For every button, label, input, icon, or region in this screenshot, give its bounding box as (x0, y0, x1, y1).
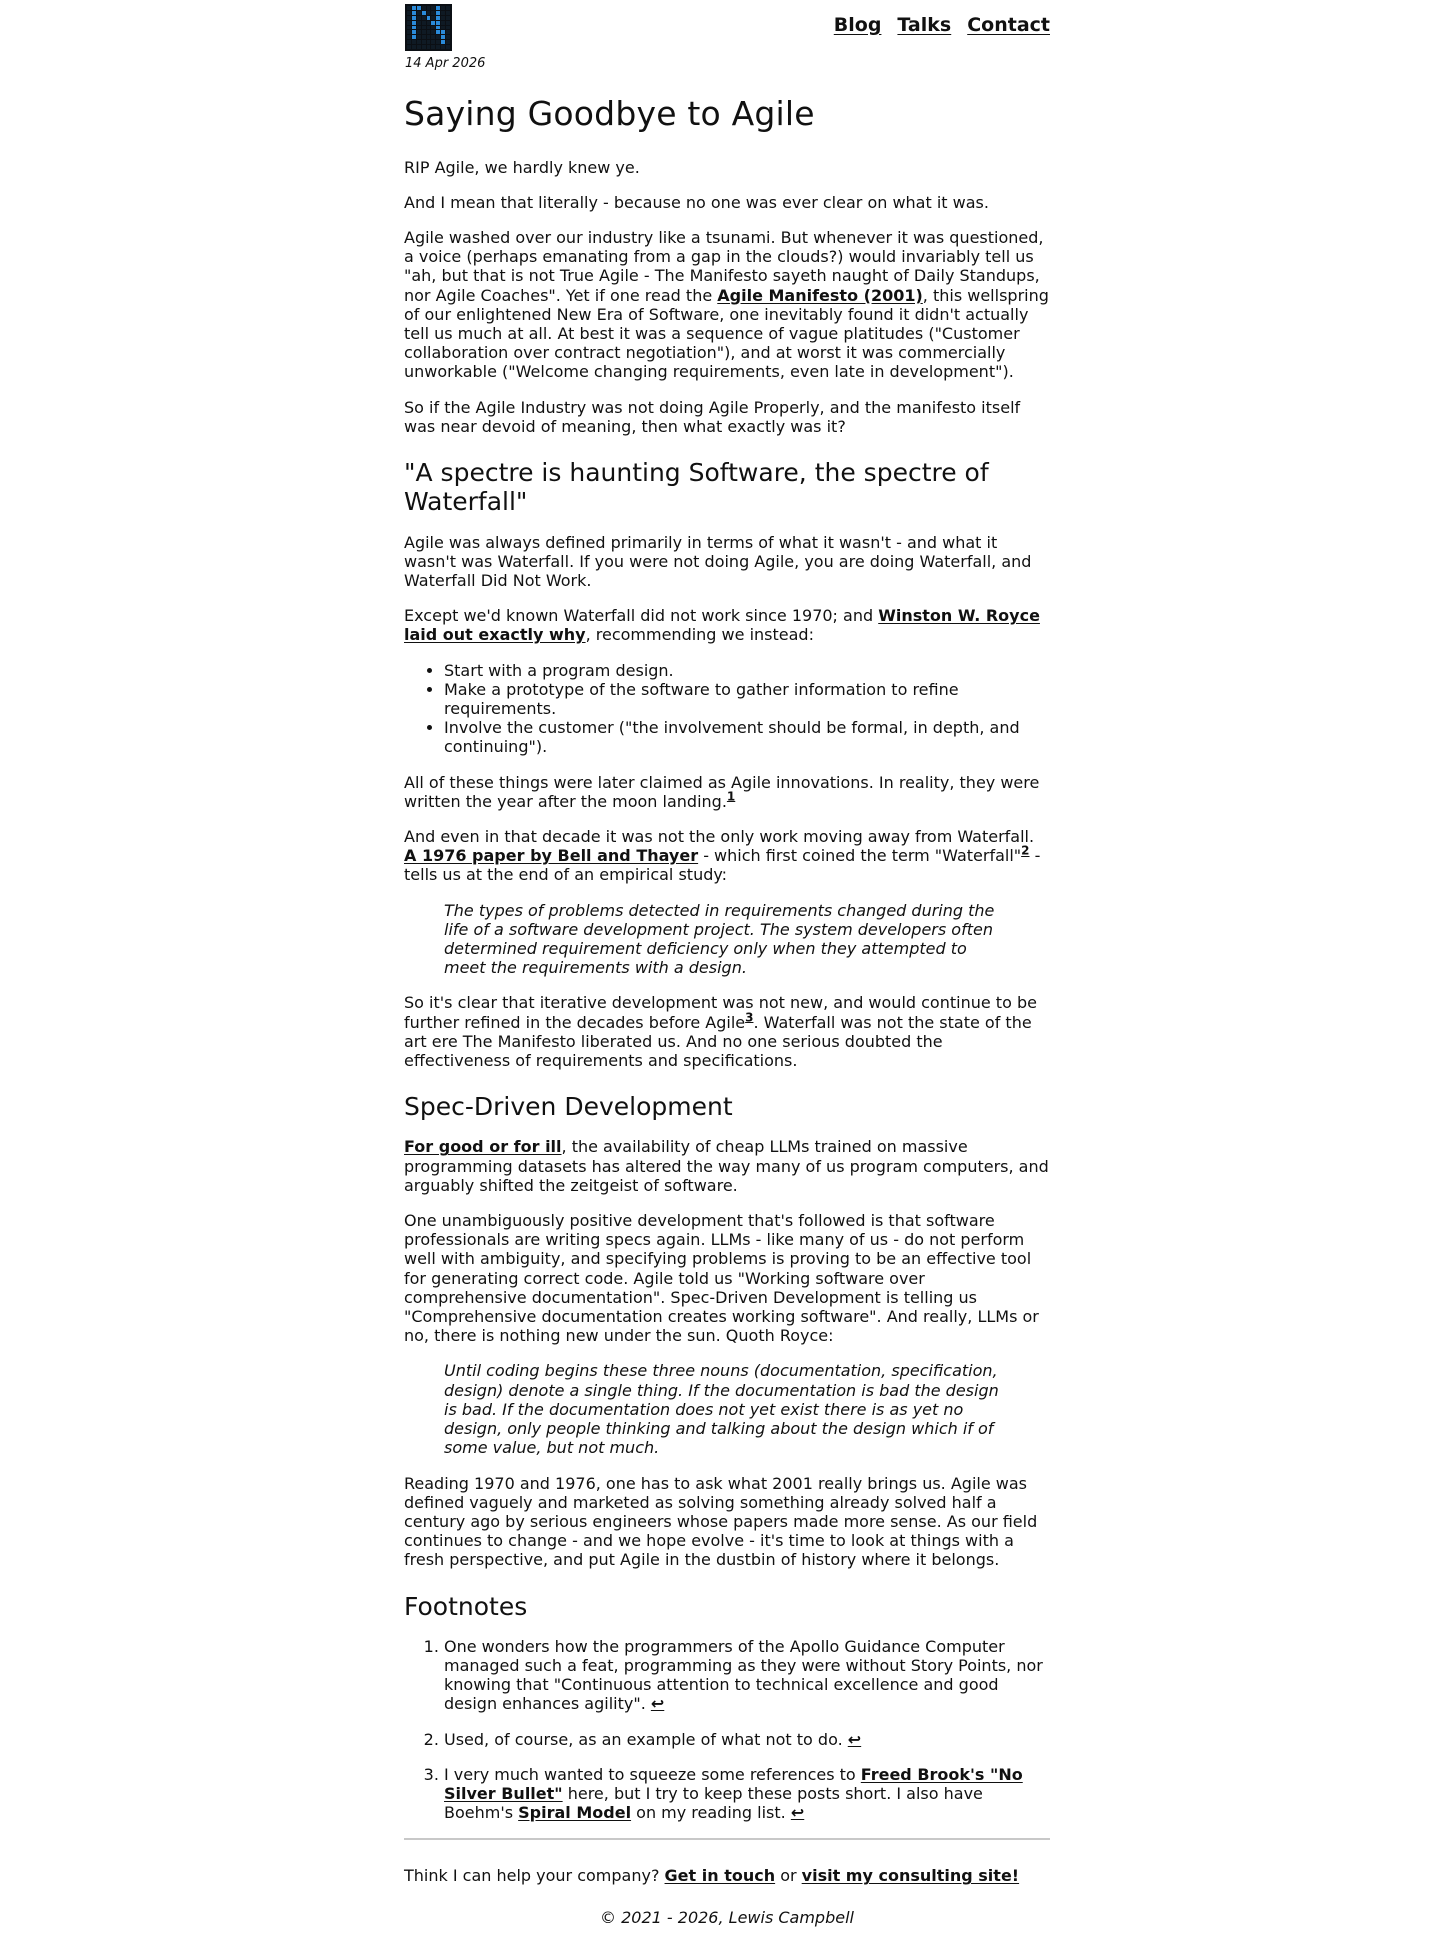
site-footer (404, 1866, 1050, 1926)
list-item: • Involve the customer ("the involvement should be formal, in depth, and continuing"). (444, 718, 1050, 756)
text: Think I can help your company? (404, 1866, 665, 1886)
paragraph: One unambiguously positive development that's followed is that software professionals are writing specs again. LLMs - like many of us - do not perform well with ambiguity, and specifying problems is proving to be an effective tool for generating correct code. Agile told us "Working software over comprehensive documentation". Spec-Driven Development is telling us "Comprehensive documentation creates working software". And really, LLMs or no, there is nothing new under the sun. Quoth Royce: (404, 1211, 1039, 1346)
consulting-site-link[interactable]: visit my consulting site! (801, 1866, 1020, 1886)
paragraph (404, 993, 1050, 1070)
site-header (404, 0, 1050, 71)
article (404, 94, 1050, 1822)
footer-divider (404, 1838, 1050, 1840)
paragraph: So if the Agile Industry was not doing Agile Properly, and the manifesto itself was near devoid of meaning, then what exactly was it? (404, 397, 1021, 436)
post-title: Saying Goodbye to Agile (404, 94, 815, 133)
site-logo[interactable] (405, 4, 452, 51)
quote-royce: Until coding begins these three nouns (documentation, specification, design) denote a single thing. If the documentation is bad the design is bad. If the documentation does not yet exist there is as yet no design, only people thinking and talking about the design which if of some value, but not much. (444, 1361, 999, 1458)
text: Used, of course, as an example of what not to do. (444, 1729, 848, 1749)
footnote-item (444, 1730, 1050, 1749)
paragraph: RIP Agile, we hardly knew ye. (404, 157, 640, 177)
text: , the availability of cheap LLMs trained on massive programming datasets has altered the way many of us program computers, and arguably shifted the zeitgeist of software. (404, 1137, 1049, 1195)
text: So it's clear that iterative development was not new, and would continue to be further refined in the decades before Agile (404, 993, 1037, 1032)
paragraph (404, 228, 1050, 382)
paragraph (404, 606, 1050, 644)
list-item: • Make a prototype of the software to gather information to refine requirements. (444, 680, 1050, 718)
paragraph: And I mean that literally - because no one was ever clear on what it was. (404, 192, 989, 212)
paragraph (404, 1137, 1050, 1195)
spiral-model-link[interactable]: Spiral Model (518, 1803, 632, 1823)
back-arrow-icon[interactable]: ↩ (650, 1694, 665, 1714)
paragraph: Reading 1970 and 1976, one has to ask what 2001 really brings us. Agile was defined vaguely and marketed as solving something already solved half a century ago by serious engineers whose papers made more sense. As our field continues to change - and we hope evolve - it's time to look at things with a fresh perspective, and put Agile in the dustbin of history where it belongs. (404, 1473, 1038, 1570)
footnote-ref-3[interactable]: 3 (745, 1010, 754, 1025)
list-item: • Start with a program design. (444, 661, 1050, 680)
section-heading-spectre: "A spectre is haunting Software, the spectre of Waterfall" (404, 458, 989, 517)
no-silver-bullet-link[interactable]: Freed Brook's "No Silver Bullet" (444, 1764, 1023, 1803)
text: All of these things were later claimed as Agile innovations. In reality, they were written the year after the moon landing. (404, 772, 1040, 811)
text: One wonders how the programmers of the Apollo Guidance Computer managed such a feat, programming as they were without Story Points, nor knowing that "Continuous attention to technical excellence and good design enhances agility". (444, 1636, 1043, 1714)
post-date: 14 Apr 2026 (405, 56, 486, 71)
good-or-ill-link[interactable]: For good or for ill (404, 1137, 562, 1157)
nav-blog-link[interactable]: Blog (833, 14, 882, 36)
text: I very much wanted to squeeze some references to (444, 1764, 861, 1784)
footnote-ref-2[interactable]: 2 (1021, 843, 1030, 858)
agile-manifesto-link[interactable]: Agile Manifesto (2001) (717, 285, 923, 305)
text: - tells us at the end of an empirical study: (404, 846, 1041, 885)
footnote-ref-1[interactable]: 1 (726, 789, 736, 804)
bell-thayer-link[interactable]: A 1976 paper by Bell and Thayer (404, 846, 699, 866)
text: , this wellspring of our enlightened New Era of Software, one inevitably found it didn't actually tell us much at all. At best it was a sequence of vague platitudes ("Customer collaboration over contract negotiation"), and at worst it was commercially unworkable ("Welcome changing requirements, even late in development"). (404, 285, 1049, 382)
recommendations-list (404, 661, 1050, 757)
royce-link[interactable]: Winston W. Royce laid out exactly why (404, 606, 1040, 645)
nav-talks-link[interactable]: Talks (897, 14, 952, 36)
footer-cta (404, 1866, 1050, 1885)
paragraph (404, 773, 1050, 811)
text: Agile washed over our industry like a tsunami. But whenever it was questioned, a voice (perhaps emanating from a gap in the clouds?) would invariably tell us "ah, but that is not True Agile - The Manifesto sayeth naught of Daily Standups, nor Agile Coaches". Yet if one read the (404, 228, 1044, 305)
main-nav (834, 14, 1050, 36)
text: or (775, 1866, 802, 1886)
section-heading-footnotes: Footnotes (404, 1591, 528, 1621)
text: on my reading list. (631, 1803, 791, 1823)
text: , recommending we instead: (585, 625, 814, 645)
text: Except we'd known Waterfall did not work since 1970; and (404, 606, 879, 626)
text: - which first coined the term "Waterfall" (698, 846, 1022, 866)
section-heading-spec-driven: Spec-Driven Development (404, 1092, 733, 1122)
text: . Waterfall was not the state of the art ere The Manifesto liberated us. And no one serious doubted the effectiveness of requirements and specifications. (404, 1012, 1032, 1070)
get-in-touch-link[interactable]: Get in touch (664, 1866, 776, 1886)
nav-contact-link[interactable]: Contact (967, 14, 1050, 36)
back-arrow-icon[interactable]: ↩ (790, 1803, 805, 1823)
footnote-item (444, 1637, 1050, 1714)
paragraph (404, 827, 1050, 885)
text: And even in that decade it was not the only work moving away from Waterfall. (404, 826, 1035, 846)
page-container (404, 0, 1050, 1927)
footnotes-list (404, 1637, 1050, 1823)
paragraph: Agile was always defined primarily in terms of what it wasn't - and what it wasn't was Waterfall. If you were not doing Agile, you are doing Waterfall, and Waterfall Did Not Work. (404, 532, 1032, 590)
quote-bell-thayer: The types of problems detected in requirements changed during the life of a software development project. The system developers often determined requirement deficiency only when they attempted to meet the requirements with a design. (444, 900, 995, 978)
back-arrow-icon[interactable]: ↩ (847, 1729, 862, 1749)
copyright: © 2021 - 2026, Lewis Campbell (600, 1907, 854, 1927)
text: here, but I try to keep these posts short. I also have Boehm's (444, 1783, 983, 1823)
footnote-item (444, 1765, 1050, 1823)
